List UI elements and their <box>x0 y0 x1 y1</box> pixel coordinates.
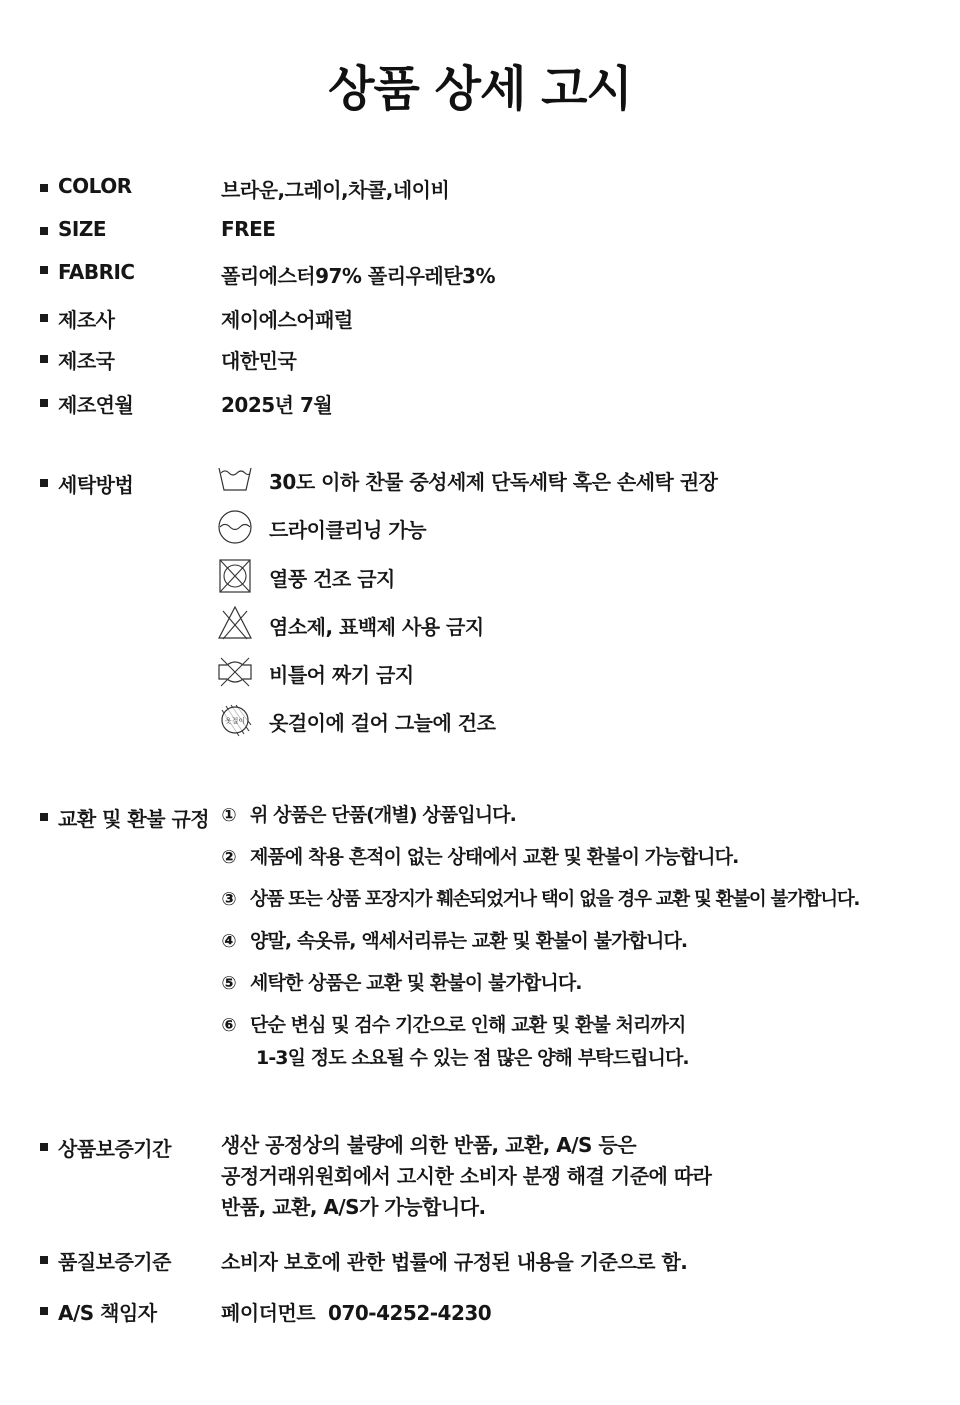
spec-label: COLOR <box>58 174 132 198</box>
spec-label: 제조국 <box>58 349 115 373</box>
exchange-label: 교환 및 환불 규정 <box>58 807 210 831</box>
spec-value: 제이에스어패럴 <box>221 308 353 332</box>
warranty-label: 상품보증기간 <box>58 1137 171 1161</box>
dry-clean-icon <box>217 510 253 544</box>
hang-dry-icon-label: 옷걸이 <box>224 717 246 725</box>
bullet <box>40 1307 48 1315</box>
spec-row-maker <box>0 304 960 334</box>
quality-value: 소비자 보호에 관한 법률에 규정된 내용을 기준으로 함. <box>221 1250 688 1274</box>
spec-value: 폴리에스터97% 폴리우레탄3% <box>221 264 495 288</box>
spec-label: 제조사 <box>58 308 115 332</box>
bullet <box>40 813 48 821</box>
rule-text: 세탁한 상품은 교환 및 환불이 불가합니다. <box>250 972 582 994</box>
rule-number: ② <box>221 847 237 868</box>
bullet <box>40 314 48 322</box>
bullet <box>40 399 48 407</box>
bullet <box>40 1256 48 1264</box>
spec-row-country <box>0 345 960 375</box>
rule-text: 단순 변심 및 검수 기간으로 인해 교환 및 환불 처리까지 <box>250 1014 686 1036</box>
rule-number: ① <box>221 805 237 826</box>
quality-row <box>0 1246 960 1276</box>
hang-dry-shade-icon <box>217 703 253 737</box>
care-text: 옷걸이에 걸어 그늘에 건조 <box>269 711 496 735</box>
warranty-line: 공정거래위원회에서 고시한 소비자 분쟁 해결 기준에 따라 <box>221 1164 712 1188</box>
spec-value: 2025년 7월 <box>221 393 333 417</box>
bullet <box>40 355 48 363</box>
rule-number: ③ <box>221 889 237 910</box>
rule-number: ④ <box>221 931 237 952</box>
no-wring-icon <box>217 655 253 689</box>
warranty-line: 생산 공정상의 불량에 의한 반품, 교환, A/S 등은 <box>221 1133 637 1157</box>
care-text: 30도 이하 찬물 중성세제 단독세탁 혹은 손세탁 권장 <box>269 470 718 494</box>
quality-label: 품질보증기준 <box>58 1250 171 1274</box>
rule-text: 상품 또는 상품 포장지가 훼손되었거나 택이 없을 경우 교환 및 환불이 불가합니다. <box>250 889 860 910</box>
spec-label: FABRIC <box>58 260 135 284</box>
spec-label: 제조연월 <box>58 393 134 417</box>
spec-value: 대한민국 <box>221 349 297 373</box>
care-label: 세탁방법 <box>58 473 134 497</box>
bullet <box>40 1143 48 1151</box>
care-text: 염소제, 표백제 사용 금지 <box>269 615 484 639</box>
spec-value: FREE <box>221 217 276 241</box>
no-bleach-icon <box>217 606 253 640</box>
as-contact: 페이더먼트 070-4252-4230 <box>221 1301 492 1325</box>
as-label: A/S 책임자 <box>58 1301 157 1325</box>
spec-label: SIZE <box>58 217 107 241</box>
bullet <box>40 227 48 235</box>
care-text: 열풍 건조 금지 <box>269 567 395 591</box>
no-tumble-dry-icon <box>217 559 253 593</box>
rule-text: 제품에 착용 흔적이 없는 상태에서 교환 및 환불이 가능합니다. <box>250 846 739 868</box>
rule-number: ⑤ <box>221 973 237 994</box>
spec-row-fabric <box>0 260 960 290</box>
spec-row-date <box>0 389 960 419</box>
spec-row-color <box>0 174 960 204</box>
as-row <box>0 1297 960 1327</box>
rule-text: 위 상품은 단품(개별) 상품입니다. <box>250 804 516 826</box>
care-text: 비틀어 짜기 금지 <box>269 663 414 687</box>
spec-value: 브라운,그레이,차콜,네이비 <box>221 178 450 202</box>
care-text: 드라이클리닝 가능 <box>269 518 427 542</box>
bullet <box>40 184 48 192</box>
spec-row-size <box>0 217 960 247</box>
rule-text: 양말, 속옷류, 액세서리류는 교환 및 환불이 불가합니다. <box>250 930 688 952</box>
warranty-line: 반품, 교환, A/S가 가능합니다. <box>221 1195 486 1219</box>
warranty-text <box>221 1130 711 1223</box>
page-title: 상품 상세 고시 <box>328 61 632 117</box>
rule-text: 1-3일 정도 소요될 수 있는 점 많은 양해 부탁드립니다. <box>256 1047 689 1069</box>
bullet <box>40 479 48 487</box>
wash-tub-30-icon <box>217 462 253 496</box>
rule-number: ⑥ <box>221 1015 237 1036</box>
bullet <box>40 266 48 274</box>
